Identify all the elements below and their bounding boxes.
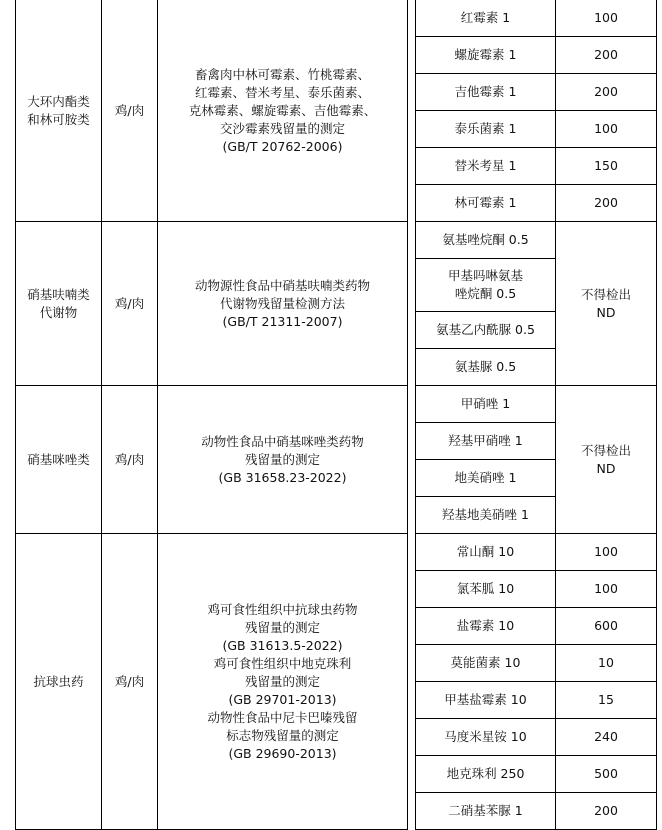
text-line: 15 — [598, 692, 614, 707]
table-row — [16, 386, 657, 423]
compound-cell — [416, 460, 556, 497]
spacer-cell — [408, 222, 416, 386]
text-line: 替米考星 1 — [454, 158, 517, 173]
text-line: 动物源性食品中硝基呋喃类药物 — [194, 277, 370, 293]
compound-cell — [416, 719, 556, 756]
compound-cell — [416, 608, 556, 645]
text-line: 地克珠利 250 — [446, 766, 525, 781]
text-line: 不得检出 — [580, 286, 631, 302]
method-cell — [158, 222, 408, 386]
text-line: 不得检出 — [580, 442, 631, 458]
text-line: 马度米星铵 10 — [444, 729, 527, 744]
compound-cell — [416, 497, 556, 534]
compound-cell — [416, 645, 556, 682]
text-line: 动物性食品中硝基咪唑类药物 — [201, 433, 364, 449]
text-line: (GB 29701-2013) — [228, 691, 337, 707]
limit-cell — [556, 608, 657, 645]
compound-cell — [416, 349, 556, 386]
text-line: (GB 31613.5-2022) — [222, 637, 343, 653]
text-line: 盐霉素 10 — [456, 618, 515, 633]
table-row — [16, 222, 657, 259]
method-cell — [158, 386, 408, 534]
text-line: 二硝基苯脲 1 — [448, 803, 523, 818]
text-line: 克林霉素、螺旋霉素、吉他霉素、 — [188, 102, 377, 118]
text-line: 100 — [594, 544, 618, 559]
method-cell — [158, 534, 408, 830]
text-line: 大环内酯类 — [27, 93, 90, 109]
compound-cell — [416, 0, 556, 37]
merged-limit-cell — [556, 386, 657, 534]
text-line: 甲硝唑 1 — [460, 396, 511, 411]
text-line: 和林可胺类 — [27, 111, 90, 127]
text-line: 林可霉素 1 — [454, 195, 517, 210]
text-line: 100 — [594, 121, 618, 136]
limit-cell — [556, 37, 657, 74]
category-cell — [16, 386, 102, 534]
text-line: 200 — [594, 47, 618, 62]
compound-cell — [416, 682, 556, 719]
table-row — [16, 534, 657, 571]
text-line: 唑烷酮 0.5 — [454, 286, 517, 301]
text-line: 红霉素、替米考星、泰乐菌素、 — [194, 84, 370, 100]
text-line: 泰乐菌素 1 — [454, 121, 517, 136]
text-line: ND — [596, 460, 616, 476]
compound-cell — [416, 423, 556, 460]
text-line: 甲基盐霉素 10 — [444, 692, 527, 707]
residue-limits-table — [15, 0, 657, 830]
matrix-cell: 鸡/肉 — [102, 0, 158, 222]
limit-cell — [556, 682, 657, 719]
text-line: 代谢物 — [39, 304, 78, 320]
text-line: 氯苯胍 10 — [456, 581, 515, 596]
text-line: 残留量的测定 — [244, 673, 320, 689]
text-line: 硝基呋喃类 — [27, 286, 90, 302]
text-line: 代谢物残留量检测方法 — [219, 295, 345, 311]
text-line: 200 — [594, 195, 618, 210]
limit-cell — [556, 793, 657, 830]
text-line: 10 — [598, 655, 614, 670]
text-line: 氨基脲 0.5 — [454, 359, 517, 374]
spacer-cell — [408, 0, 416, 222]
category-cell — [16, 0, 102, 222]
compound-cell — [416, 386, 556, 423]
text-line: 氨基乙内酰脲 0.5 — [436, 322, 535, 337]
text-line: 鸡可食性组织中抗球虫药物 — [207, 601, 358, 617]
text-line: 100 — [594, 581, 618, 596]
text-line: 200 — [594, 803, 618, 818]
text-line: 鸡可食性组织中地克珠利 — [213, 655, 352, 671]
text-line: 羟基地美硝唑 1 — [442, 507, 529, 522]
compound-cell — [416, 222, 556, 259]
text-line: 240 — [594, 729, 618, 744]
spacer-cell — [408, 386, 416, 534]
compound-cell — [416, 756, 556, 793]
compound-cell — [416, 259, 556, 312]
limit-cell — [556, 148, 657, 185]
text-line: 交沙霉素残留量的测定 — [219, 120, 345, 136]
matrix-cell: 鸡/肉 — [102, 386, 158, 534]
compound-cell — [416, 571, 556, 608]
text-line: ND — [596, 304, 616, 320]
text-line: 红霉素 1 — [460, 10, 511, 25]
text-line: 畜禽肉中林可霉素、竹桃霉素、 — [194, 66, 370, 82]
category-cell — [16, 222, 102, 386]
compound-cell — [416, 312, 556, 349]
text-line: (GB 29690-2013) — [228, 745, 337, 761]
text-line: 硝基咪唑类 — [27, 451, 90, 467]
limit-cell — [556, 534, 657, 571]
text-line: 动物性食品中尼卡巴嗪残留 — [207, 709, 358, 725]
method-cell — [158, 0, 408, 222]
text-line: 吉他霉素 1 — [454, 84, 517, 99]
limit-cell — [556, 74, 657, 111]
text-line: 甲基吗啉氨基 — [447, 268, 523, 283]
text-line: 600 — [594, 618, 618, 633]
text-line: 500 — [594, 766, 618, 781]
table-row — [16, 0, 657, 37]
category-cell — [16, 534, 102, 830]
text-line: 抗球虫药 — [33, 673, 84, 689]
text-line: (GB/T 20762-2006) — [222, 138, 343, 154]
matrix-cell: 鸡/肉 — [102, 534, 158, 830]
limit-cell — [556, 0, 657, 37]
matrix-cell: 鸡/肉 — [102, 222, 158, 386]
text-line: 螺旋霉素 1 — [454, 47, 517, 62]
text-line: 200 — [594, 84, 618, 99]
text-line: (GB 31658.23-2022) — [218, 469, 347, 485]
text-line: 残留量的测定 — [244, 619, 320, 635]
compound-cell — [416, 111, 556, 148]
text-line: 100 — [594, 10, 618, 25]
text-line: 地美硝唑 1 — [454, 470, 517, 485]
limit-cell — [556, 756, 657, 793]
compound-cell — [416, 185, 556, 222]
limit-cell — [556, 719, 657, 756]
text-line: 莫能菌素 10 — [450, 655, 521, 670]
text-line: 残留量的测定 — [244, 451, 320, 467]
compound-cell — [416, 793, 556, 830]
text-line: 常山酮 10 — [456, 544, 515, 559]
text-line: 标志物残留量的测定 — [226, 727, 339, 743]
text-line: 氨基唑烷酮 0.5 — [442, 232, 529, 247]
spacer-cell — [408, 534, 416, 830]
limit-cell — [556, 571, 657, 608]
limit-cell — [556, 111, 657, 148]
compound-cell — [416, 148, 556, 185]
compound-cell — [416, 37, 556, 74]
text-line: (GB/T 21311-2007) — [222, 313, 343, 329]
text-line: 150 — [594, 158, 618, 173]
limit-cell — [556, 185, 657, 222]
limit-cell — [556, 645, 657, 682]
compound-cell — [416, 74, 556, 111]
merged-limit-cell — [556, 222, 657, 386]
text-line: 羟基甲硝唑 1 — [448, 433, 523, 448]
compound-cell — [416, 534, 556, 571]
